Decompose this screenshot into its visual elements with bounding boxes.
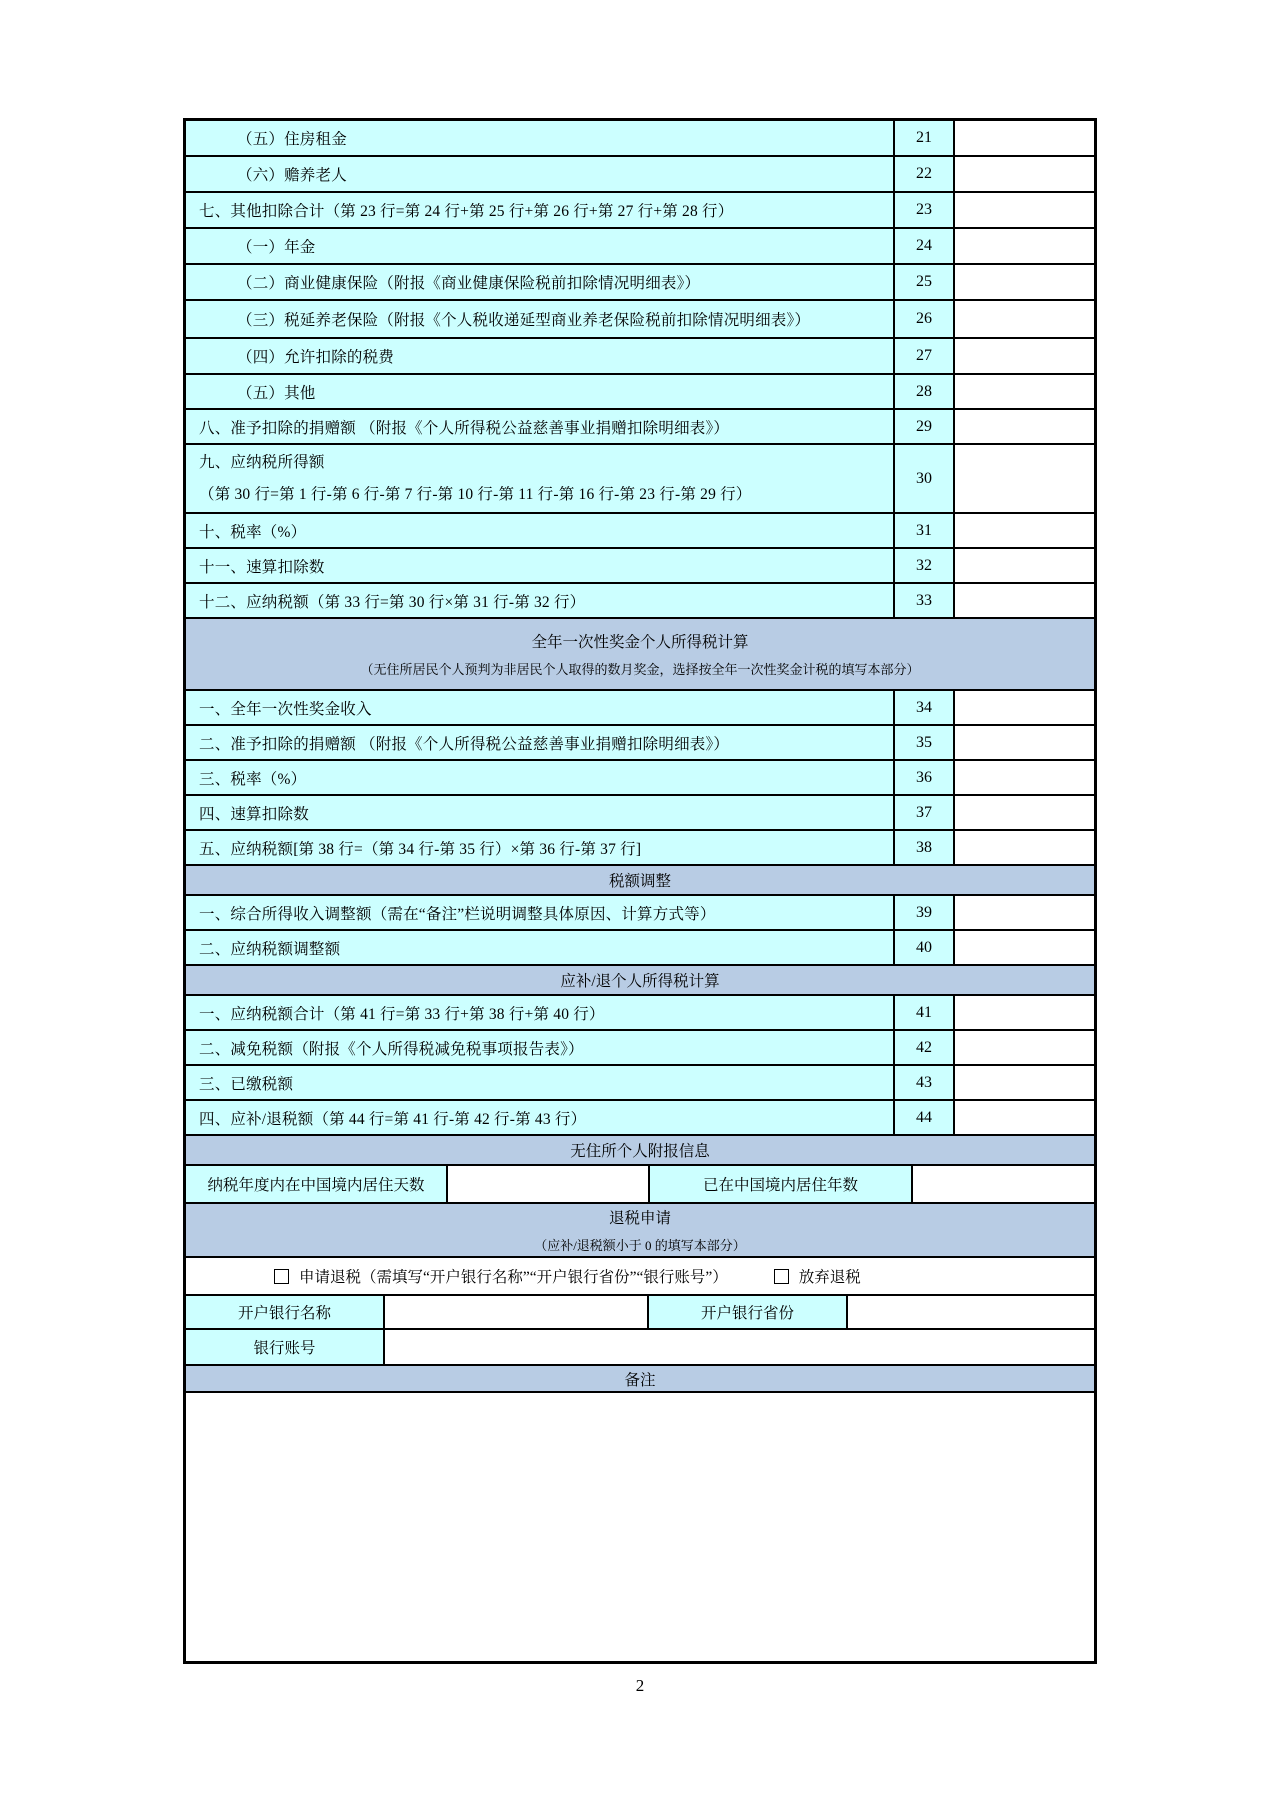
row-label: 二、准予扣除的捐赠额 （附报《个人所得税公益慈善事业捐赠扣除明细表》） (186, 726, 895, 759)
residence-days-label: 纳税年度内在中国境内居住天数 (186, 1166, 448, 1202)
row-bonus-quick-deduction (186, 796, 1094, 831)
row-label: （二）商业健康保险（附报《商业健康保险税前扣除情况明细表》） (186, 265, 895, 299)
value-cell-row-43[interactable] (955, 1066, 1094, 1099)
row-bank-account (186, 1330, 1094, 1366)
section-remarks (186, 1366, 1094, 1393)
row-number: 43 (895, 1066, 955, 1099)
row-label: （五）住房租金 (186, 121, 895, 155)
row-tax-due-or-refund (186, 1101, 1094, 1136)
row-number: 25 (895, 265, 955, 299)
row-number: 36 (895, 761, 955, 794)
section-title: 退税申请 (608, 1210, 671, 1227)
row-tax-payable-adjustment (186, 931, 1094, 966)
bank-name-label: 开户银行名称 (186, 1296, 385, 1328)
section-title: 税额调整 (608, 873, 671, 890)
row-label: 一、综合所得收入调整额（需在“备注”栏说明调整具体原因、计算方式等） (186, 896, 895, 929)
row-number: 31 (895, 514, 955, 547)
row-annual-bonus-income (186, 691, 1094, 726)
value-cell-row-25[interactable] (955, 265, 1094, 299)
row-number: 44 (895, 1101, 955, 1134)
value-cell-row-42[interactable] (955, 1031, 1094, 1064)
row-tax-deferred-pension-insurance (186, 301, 1094, 339)
row-label: 八、准予扣除的捐赠额 （附报《个人所得税公益慈善事业捐赠扣除明细表》） (186, 410, 895, 443)
row-annuity (186, 229, 1094, 265)
row-number: 28 (895, 375, 955, 408)
row-residence-info (186, 1166, 1094, 1204)
section-subtitle: （应补/退税额小于 0 的填写本部分） (534, 1238, 746, 1253)
value-cell-row-36[interactable] (955, 761, 1094, 794)
row-quick-deduction (186, 549, 1094, 584)
section-non-domicile-info (186, 1136, 1094, 1166)
row-taxable-income (186, 445, 1094, 514)
row-label-line-1: 九、应纳税所得额 (199, 453, 325, 471)
section-tax-due-refund-calc (186, 966, 1094, 996)
row-refund-options (186, 1258, 1094, 1296)
row-number: 21 (895, 121, 955, 155)
row-number: 29 (895, 410, 955, 443)
value-cell-row-26[interactable] (955, 301, 1094, 337)
residence-days-input[interactable] (448, 1166, 650, 1202)
value-cell-row-34[interactable] (955, 691, 1094, 724)
value-cell-row-22[interactable] (955, 157, 1094, 191)
residence-years-label: 已在中国境内居住年数 (650, 1166, 913, 1202)
row-deductible-taxes-fees (186, 339, 1094, 375)
row-number: 24 (895, 229, 955, 263)
value-cell-row-24[interactable] (955, 229, 1094, 263)
row-comprehensive-income-adjustment (186, 896, 1094, 931)
row-number: 26 (895, 301, 955, 337)
value-cell-row-44[interactable] (955, 1101, 1094, 1134)
row-number: 40 (895, 931, 955, 964)
row-number: 27 (895, 339, 955, 373)
bank-province-label: 开户银行省份 (649, 1296, 848, 1328)
row-label: （五）其他 (186, 375, 895, 408)
value-cell-row-38[interactable] (955, 831, 1094, 864)
row-label: 四、速算扣除数 (186, 796, 895, 829)
value-cell-row-40[interactable] (955, 931, 1094, 964)
waive-refund-option (774, 1258, 861, 1294)
row-other (186, 375, 1094, 410)
row-label: 十一、速算扣除数 (186, 549, 895, 582)
row-label: 五、应纳税额[第 38 行=（第 34 行-第 35 行）×第 36 行-第 37 行] (186, 831, 895, 864)
row-label: （一）年金 (186, 229, 895, 263)
row-label: 三、税率（%） (186, 761, 895, 794)
section-title: 应补/退个人所得税计算 (560, 973, 720, 990)
value-cell-row-33[interactable] (955, 584, 1094, 617)
row-label: （六）赡养老人 (186, 157, 895, 191)
value-cell-row-31[interactable] (955, 514, 1094, 547)
row-bonus-tax-rate (186, 761, 1094, 796)
remarks-input-area[interactable] (186, 1393, 1094, 1661)
row-label (186, 445, 895, 512)
row-label: 四、应补/退税额（第 44 行=第 41 行-第 42 行-第 43 行） (186, 1101, 895, 1134)
row-other-deductions-total (186, 193, 1094, 229)
form-table (183, 118, 1097, 1664)
bank-account-label: 银行账号 (186, 1330, 385, 1364)
residence-years-input[interactable] (913, 1166, 1094, 1202)
row-number: 30 (895, 445, 955, 512)
row-number: 41 (895, 996, 955, 1029)
row-bank-info (186, 1296, 1094, 1330)
section-subtitle: （无住所居民个人预判为非居民个人取得的数月奖金，选择按全年一次性奖金计税的填写本部分） (360, 662, 920, 677)
row-elderly-support (186, 157, 1094, 193)
row-number: 22 (895, 157, 955, 191)
row-label: 十二、应纳税额（第 33 行=第 30 行×第 31 行-第 32 行） (186, 584, 895, 617)
apply-refund-checkbox[interactable] (274, 1269, 289, 1284)
row-deductible-donations (186, 410, 1094, 445)
value-cell-row-32[interactable] (955, 549, 1094, 582)
section-title: 全年一次性奖金个人所得税计算 (531, 634, 749, 651)
row-commercial-health-insurance (186, 265, 1094, 301)
waive-refund-checkbox[interactable] (774, 1269, 789, 1284)
row-bonus-deductible-donations (186, 726, 1094, 761)
row-bonus-tax-payable (186, 831, 1094, 866)
row-total-tax-payable (186, 996, 1094, 1031)
row-tax-payable (186, 584, 1094, 619)
row-label: （四）允许扣除的税费 (186, 339, 895, 373)
row-label: 二、减免税额（附报《个人所得税减免税事项报告表》） (186, 1031, 895, 1064)
row-label-line-2: （第 30 行=第 1 行-第 6 行-第 7 行-第 10 行-第 11 行-第 16 行-第 23 行-第 29 行） (199, 486, 752, 503)
row-number: 23 (895, 193, 955, 227)
value-cell-row-39[interactable] (955, 896, 1094, 929)
value-cell-row-29[interactable] (955, 410, 1094, 443)
value-cell-row-28[interactable] (955, 375, 1094, 408)
row-label: 七、其他扣除合计（第 23 行=第 24 行+第 25 行+第 26 行+第 27 行+第 28 行） (186, 193, 895, 227)
waive-refund-label: 放弃退税 (798, 1269, 861, 1286)
value-cell-row-23[interactable] (955, 193, 1094, 227)
row-label: 一、应纳税额合计（第 41 行=第 33 行+第 38 行+第 40 行） (186, 996, 895, 1029)
row-label: 十、税率（%） (186, 514, 895, 547)
page-number: 2 (635, 1676, 645, 1695)
row-number: 37 (895, 796, 955, 829)
row-number: 35 (895, 726, 955, 759)
value-cell-row-41[interactable] (955, 996, 1094, 1029)
apply-refund-label: 申请退税（需填写“开户银行名称”“开户银行省份”“银行账号”） (299, 1269, 728, 1286)
bank-name-input[interactable] (385, 1296, 649, 1328)
section-refund-application (186, 1204, 1094, 1258)
bank-account-input[interactable] (385, 1330, 1094, 1364)
row-number: 38 (895, 831, 955, 864)
row-remarks-area (186, 1393, 1094, 1661)
section-title: 无住所个人附报信息 (570, 1143, 710, 1160)
row-label: 二、应纳税额调整额 (186, 931, 895, 964)
section-tax-adjustment (186, 866, 1094, 896)
row-number: 34 (895, 691, 955, 724)
value-cell-row-21[interactable] (955, 121, 1094, 155)
section-title: 备注 (624, 1371, 656, 1389)
value-cell-row-27[interactable] (955, 339, 1094, 373)
value-cell-row-30[interactable] (955, 445, 1094, 512)
value-cell-row-35[interactable] (955, 726, 1094, 759)
row-label: （三）税延养老保险（附报《个人税收递延型商业养老保险税前扣除情况明细表》） (186, 301, 895, 337)
bank-province-input[interactable] (848, 1296, 1094, 1328)
apply-refund-option (274, 1258, 728, 1294)
row-number: 39 (895, 896, 955, 929)
row-tax-rate (186, 514, 1094, 549)
row-number: 33 (895, 584, 955, 617)
value-cell-row-37[interactable] (955, 796, 1094, 829)
row-label: 三、已缴税额 (186, 1066, 895, 1099)
row-number: 32 (895, 549, 955, 582)
row-label: 一、全年一次性奖金收入 (186, 691, 895, 724)
row-tax-reduction-exemption (186, 1031, 1094, 1066)
row-tax-already-paid (186, 1066, 1094, 1101)
row-housing-rent (186, 121, 1094, 157)
section-annual-bonus (186, 619, 1094, 691)
row-number: 42 (895, 1031, 955, 1064)
